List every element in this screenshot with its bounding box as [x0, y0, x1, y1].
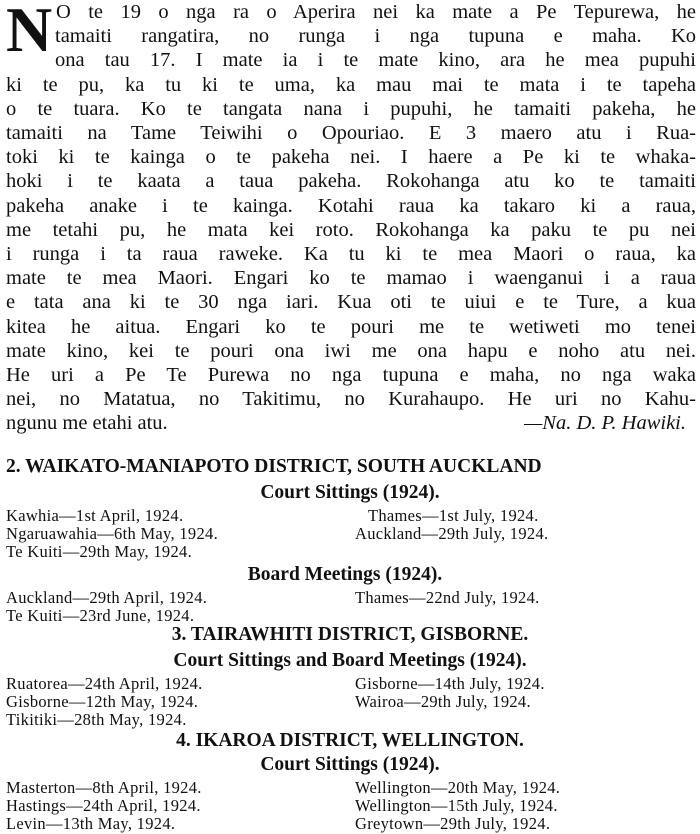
sitting-entry: Wairoa—29th July, 1924.: [355, 692, 531, 711]
sitting-entry: Ngaruawahia—6th May, 1924.: [6, 524, 219, 543]
sub-heading: Board Meetings (1924).: [247, 564, 443, 585]
notice-line: e tata ana ki te 30 nga iari. Kua oti te uiui e te Ture, a kua: [6, 291, 696, 314]
notice-line: tamaiti rangatira, no runga i nga tupuna e maha. Ko: [55, 25, 696, 48]
sitting-entry: Kawhia—1st April, 1924.: [6, 506, 184, 525]
notice-line: toki ki te kainga o te pakeha nei. I haere a Pe ki te whaka-: [6, 146, 696, 169]
notice-line: hoki i te kaata a taua pakeha. Rokohanga atu ko te tamaiti: [6, 170, 696, 193]
sitting-entry: Thames—1st July, 1924.: [368, 506, 539, 525]
notice-paragraph: [6, 0, 696, 436]
notice-line: tamaiti na Tame Teiwihi o Opouriao. E 3 maero atu i Rua-: [6, 122, 696, 145]
sitting-entry: Greytown—29th July, 1924.: [355, 814, 551, 833]
sub-heading: Court Sittings and Board Meetings (1924).: [173, 650, 527, 671]
drop-cap: N: [6, 0, 53, 65]
sitting-entry: Masterton—8th April, 1924.: [6, 778, 202, 797]
notice-last-text: ngunu me etahi atu.: [6, 412, 168, 435]
notice-line: mate kino, kei te pouri ona iwi me ona hapu e noho atu nei.: [6, 339, 696, 362]
sitting-entry: Gisborne—14th July, 1924.: [355, 674, 545, 693]
sitting-entry: Thames—22nd July, 1924.: [355, 588, 540, 607]
sitting-entry: Auckland—29th April, 1924.: [6, 588, 208, 607]
sitting-entry: Hastings—24th April, 1924.: [6, 796, 201, 815]
signature: —Na. D. P. Hawiki.: [524, 412, 686, 435]
notice-line: me tetahi pu, he mata kei roto. Rokohanga ka paku te pu nei: [6, 218, 696, 241]
sitting-entry: Tikitiki—28th May, 1924.: [6, 710, 187, 729]
notice-line: o te tuara. Ko te tangata nana i pupuhi, he tamaiti pakeha, he: [6, 97, 696, 120]
sitting-entry: Auckland—29th July, 1924.: [355, 524, 549, 543]
sitting-entry: Ruatorea—24th April, 1924.: [6, 674, 203, 693]
sitting-entry: Levin—13th May, 1924.: [6, 814, 176, 833]
sub-heading: Court Sittings (1924).: [260, 482, 440, 503]
sub-heading: Court Sittings (1924).: [260, 754, 440, 775]
notice-line: ki te pu, ka tu ki te uma, ka mau mai te mata i te tapeha: [6, 73, 696, 96]
sitting-entry: Te Kuiti—29th May, 1924.: [6, 542, 193, 561]
district-heading: 2. WAIKATO-MANIAPOTO DISTRICT, SOUTH AUCKLAND: [6, 456, 542, 477]
notice-line: i runga i ta raua raweke. Ka tu ki te mea Maori o raua, ka: [6, 243, 696, 266]
sitting-entry: Wellington—20th May, 1924.: [355, 778, 561, 797]
notice-line: kitea he aitua. Engari ko te pouri me te wetiweti mo tenei: [6, 315, 696, 338]
notice-line: [6, 411, 696, 435]
notice-line: O te 19 o nga ra o Aperira nei ka mate a Pe Tepurewa, he: [56, 1, 696, 23]
notice-line: nei, no Matatua, no Takitimu, no Kurahaupo. He uri no Kahu-: [6, 388, 696, 411]
notice-line: pakeha anake i te kainga. Kotahi raua ka takaro ki a raua,: [6, 194, 696, 217]
sitting-entry: Te Kuiti—23rd June, 1924.: [6, 606, 195, 625]
sitting-entry: Wellington—15th July, 1924.: [355, 796, 558, 815]
district-heading: 4. IKAROA DISTRICT, WELLINGTON.: [176, 730, 524, 751]
notice-line: ona tau 17. I mate ia i te mate kino, ara he mea pupuhi: [55, 49, 696, 72]
notice-line: mate te mea Maori. Engari ko te mamao i waenganui i a raua: [6, 267, 696, 290]
sitting-entry: Gisborne—12th May, 1924.: [6, 692, 199, 711]
district-heading: 3. TAIRAWHITI DISTRICT, GISBORNE.: [171, 624, 529, 645]
notice-line: He uri a Pe Te Purewa no nga tupuna e maha, no nga waka: [6, 364, 696, 387]
